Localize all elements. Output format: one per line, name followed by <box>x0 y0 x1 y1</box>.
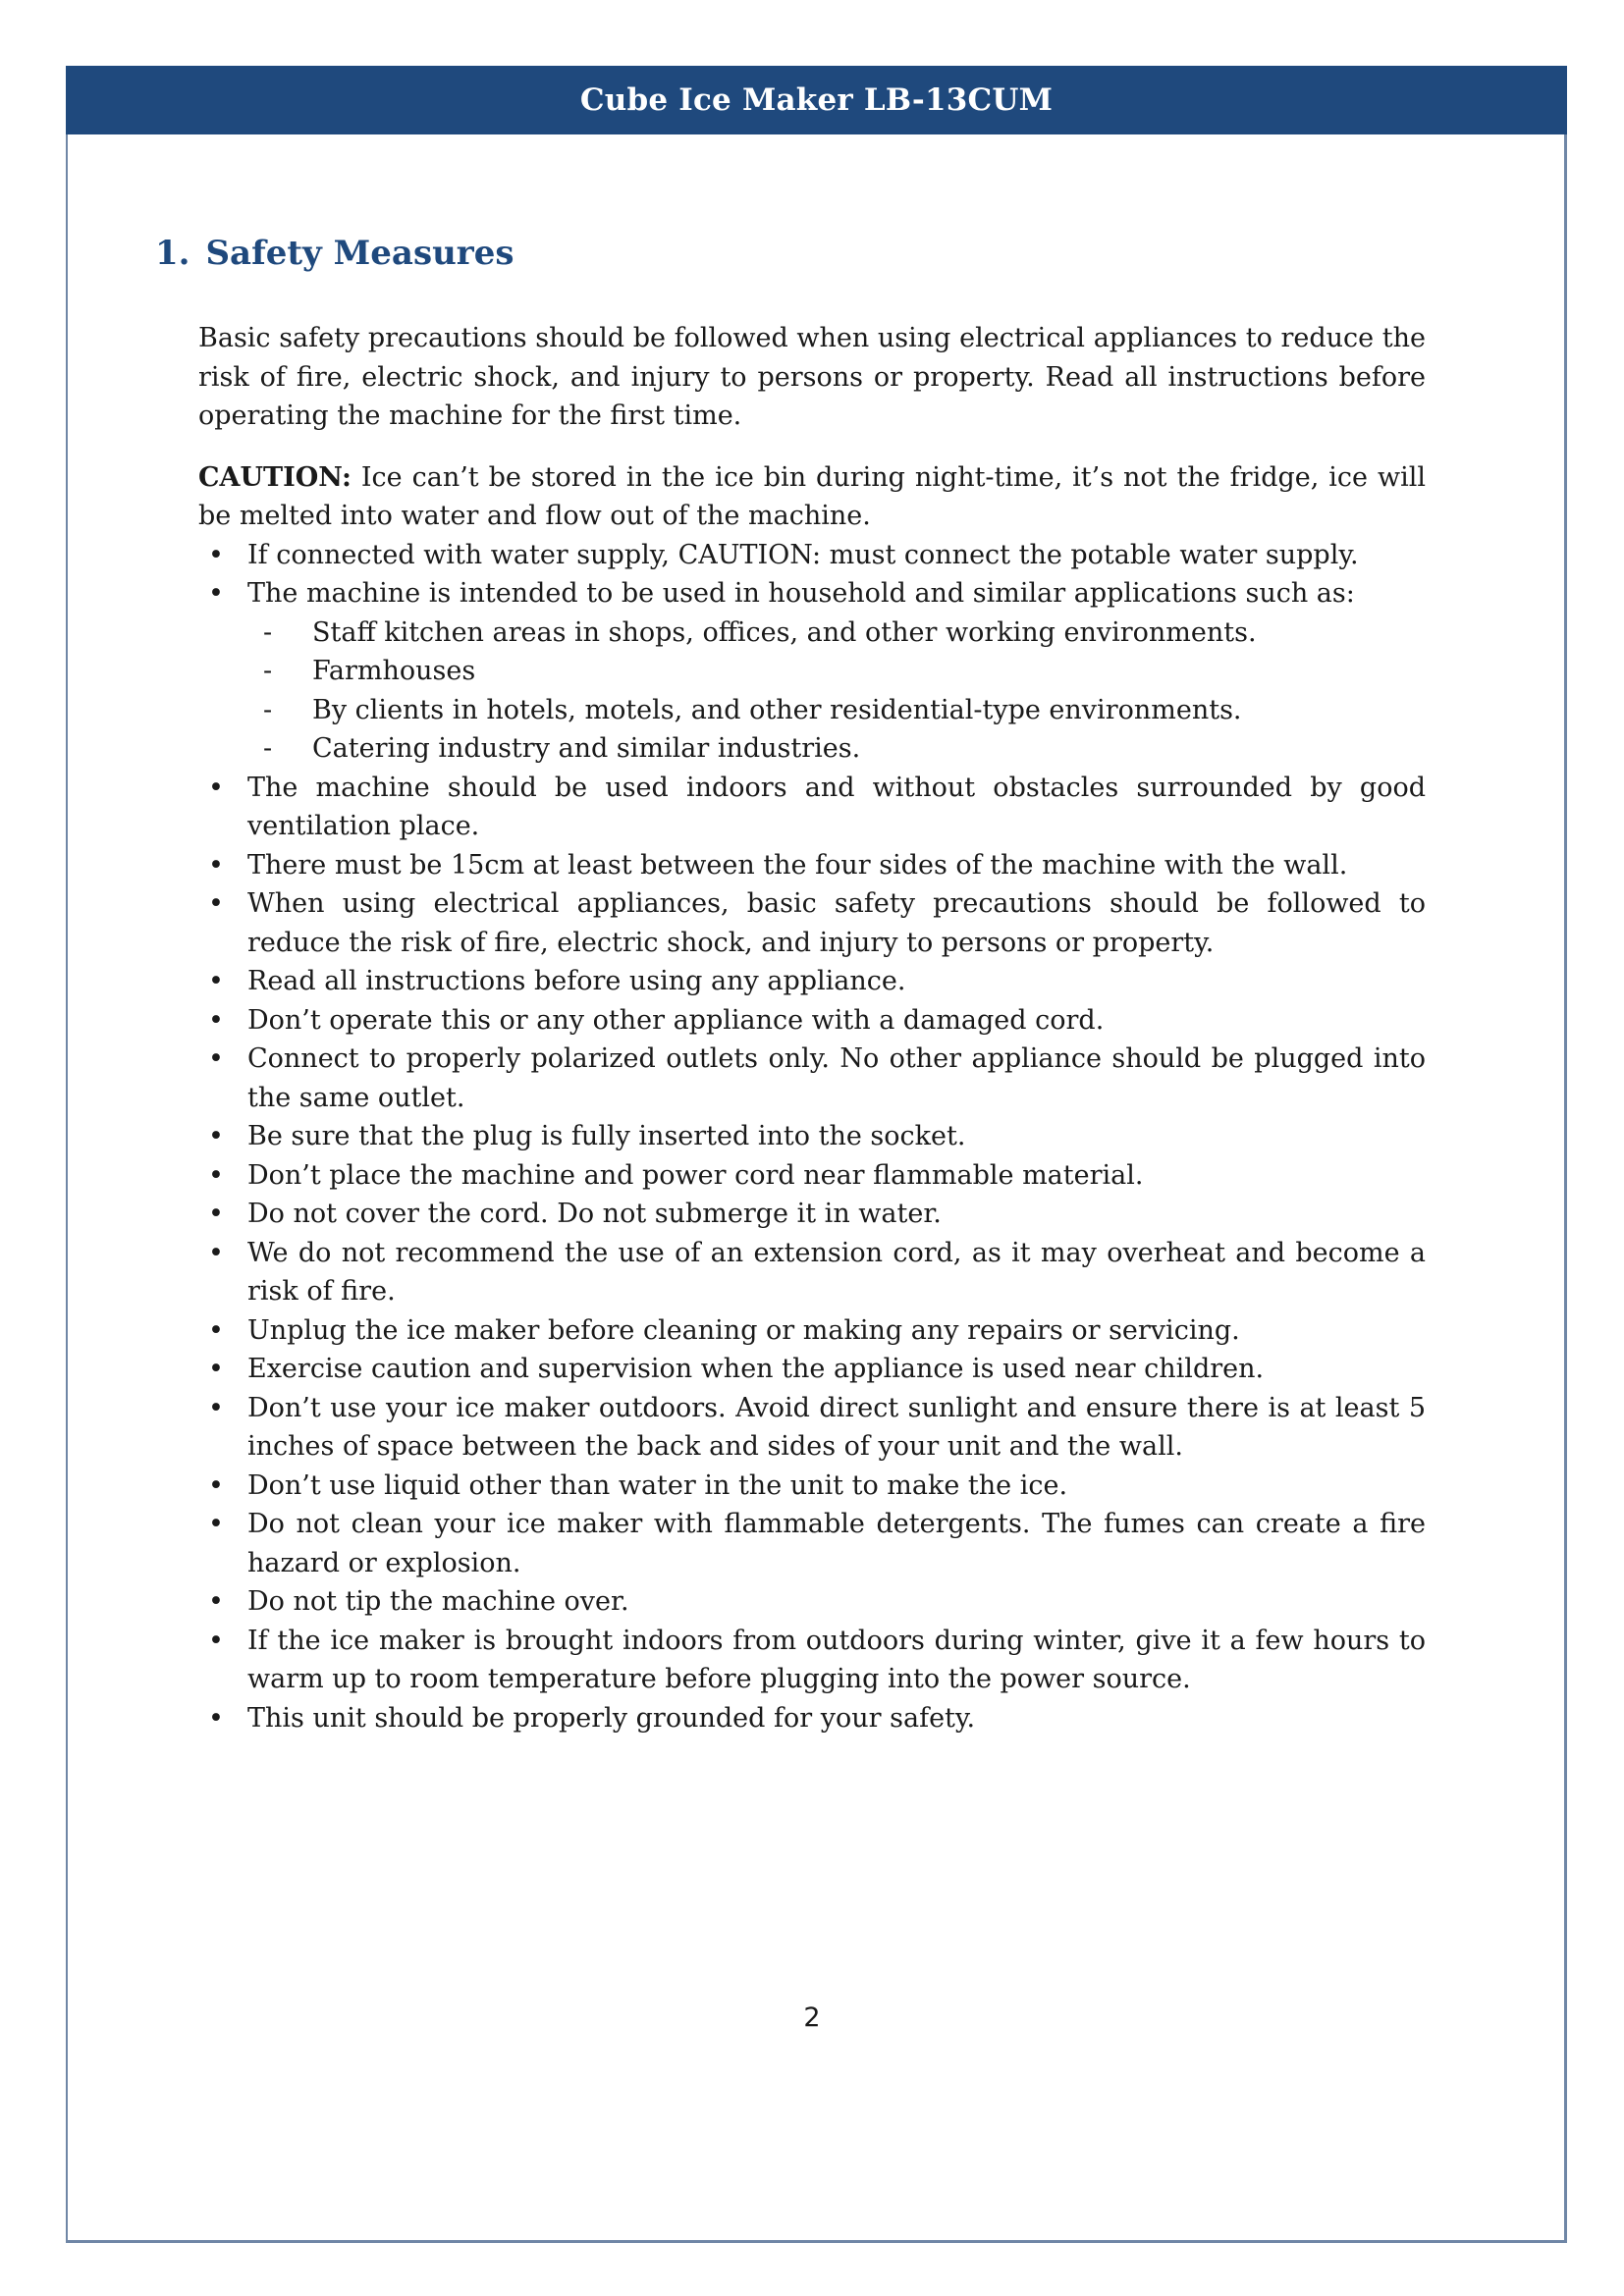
page-number: 2 <box>803 2002 821 2033</box>
section-number: 1. <box>155 234 190 273</box>
document-body <box>198 319 1426 1737</box>
list-item-text: Do not cover the cord. Do not submerge it in water. <box>247 1199 942 1229</box>
bullet-icon: • <box>208 849 224 881</box>
list-item-text: When using electrical appliances, basic safety precautions should be followed to reduce the risk of fire, electric shock, and injury to persons or property. <box>247 888 1426 958</box>
sublist-item <box>247 729 1426 769</box>
list-item-text: Don’t use your ice maker outdoors. Avoid direct sunlight and ensure there is at least 5 inches of space between the back and sides of your unit and the wall. <box>247 1392 1426 1462</box>
dash-icon: - <box>263 656 273 686</box>
list-item-text: If connected with water supply, CAUTION: must connect the potable water supply. <box>247 539 1359 570</box>
list-item <box>198 1040 1426 1117</box>
bullet-icon: • <box>208 1121 224 1151</box>
bullet-icon: • <box>208 1314 224 1346</box>
bullet-icon: • <box>208 1469 224 1501</box>
bullet-icon: • <box>208 1043 224 1074</box>
bullet-icon: • <box>208 772 224 803</box>
bullet-icon: • <box>208 1392 224 1423</box>
list-item-text: Do not clean your ice maker with flammable detergents. The fumes can create a fire hazard or explosion. <box>247 1509 1426 1578</box>
sublist-item <box>247 652 1426 691</box>
sublist-item-text: Catering industry and similar industries. <box>312 733 861 764</box>
section-heading <box>155 234 514 273</box>
bullet-icon: • <box>208 966 224 996</box>
intro-paragraph: Basic safety precautions should be followed when using electrical appliances to reduce the risk of fire, electric shock, and injury to persons or property. Read all instructions before operating the machine for the first time. <box>198 323 1426 431</box>
list-item-text: Be sure that the plug is fully inserted into the socket. <box>247 1121 966 1151</box>
bullet-icon: • <box>208 1237 224 1268</box>
list-item-text: Unplug the ice maker before cleaning or making any repairs or servicing. <box>247 1314 1240 1346</box>
bullet-icon: • <box>208 1004 224 1036</box>
dash-icon: - <box>263 733 273 764</box>
list-item <box>198 1505 1426 1582</box>
section-title: Safety Measures <box>205 234 514 273</box>
list-item-text: The machine is intended to be used in household and similar applications such as: <box>247 578 1355 609</box>
dash-icon: - <box>263 694 273 725</box>
caution-label: CAUTION: <box>198 461 352 493</box>
list-item <box>198 536 1426 575</box>
bullet-icon: • <box>208 1159 224 1191</box>
list-item <box>198 1699 1426 1738</box>
list-item <box>198 1389 1426 1467</box>
sublist-item <box>247 614 1426 653</box>
list-item-text: Don’t operate this or any other appliance with a damaged cord. <box>247 1004 1105 1036</box>
bullet-icon: • <box>208 578 224 609</box>
list-item-text: There must be 15cm at least between the four sides of the machine with the wall. <box>247 849 1348 881</box>
dash-icon: - <box>263 616 273 648</box>
list-item-text: We do not recommend the use of an extension cord, as it may overheat and become a risk of fire. <box>247 1237 1426 1307</box>
list-item <box>198 884 1426 962</box>
bullet-icon: • <box>208 1702 224 1734</box>
bullet-icon: • <box>208 1625 224 1656</box>
list-item <box>198 1001 1426 1041</box>
sublist-item <box>247 691 1426 730</box>
list-item-text: Don’t place the machine and power cord near flammable material. <box>247 1159 1144 1191</box>
list-item-text: Connect to properly polarized outlets only. No other appliance should be plugged into the same outlet. <box>247 1043 1426 1113</box>
caution-paragraph <box>198 458 1426 536</box>
caution-text: Ice can’t be stored in the ice bin during night-time, it’s not the fridge, ice will be melted into water and flow out of the machine. <box>198 461 1426 531</box>
list-item-text: This unit should be properly grounded for your safety. <box>247 1702 976 1734</box>
list-item <box>198 1117 1426 1156</box>
list-item <box>198 574 1426 769</box>
bullet-icon: • <box>208 1509 224 1539</box>
list-item <box>198 1311 1426 1351</box>
sublist-item-text: By clients in hotels, motels, and other residential-type environments. <box>312 694 1242 725</box>
list-item-text: Do not tip the machine over. <box>247 1586 629 1617</box>
document-title: Cube Ice Maker LB-13CUM <box>579 82 1054 118</box>
list-item <box>198 769 1426 846</box>
list-item-text: Don’t use liquid other than water in the unit to make the ice. <box>247 1469 1068 1501</box>
list-item <box>198 1156 1426 1196</box>
list-item <box>198 1582 1426 1622</box>
list-item-text: Exercise caution and supervision when the appliance is used near children. <box>247 1354 1265 1384</box>
list-item-text: If the ice maker is brought indoors from outdoors during winter, give it a few hours to warm up to room temperature before plugging into the power source. <box>247 1625 1426 1694</box>
list-item <box>198 1234 1426 1311</box>
sublist-item-text: Staff kitchen areas in shops, offices, and other working environments. <box>312 616 1257 648</box>
bullet-icon: • <box>208 1354 224 1384</box>
bullet-icon: • <box>208 1199 224 1229</box>
list-item <box>198 1350 1426 1389</box>
safety-list <box>198 536 1426 1738</box>
document-header <box>66 66 1567 134</box>
bullet-icon: • <box>208 539 224 570</box>
list-item <box>198 846 1426 885</box>
bullet-icon: • <box>208 1586 224 1617</box>
list-item <box>198 962 1426 1001</box>
list-item <box>198 1195 1426 1234</box>
list-item <box>198 1467 1426 1506</box>
applications-sublist <box>247 614 1426 769</box>
sublist-item-text: Farmhouses <box>312 656 476 686</box>
list-item-text: Read all instructions before using any appliance. <box>247 966 906 996</box>
bullet-icon: • <box>208 888 224 919</box>
list-item <box>198 1622 1426 1699</box>
list-item-text: The machine should be used indoors and without obstacles surrounded by good ventilation place. <box>247 772 1426 841</box>
